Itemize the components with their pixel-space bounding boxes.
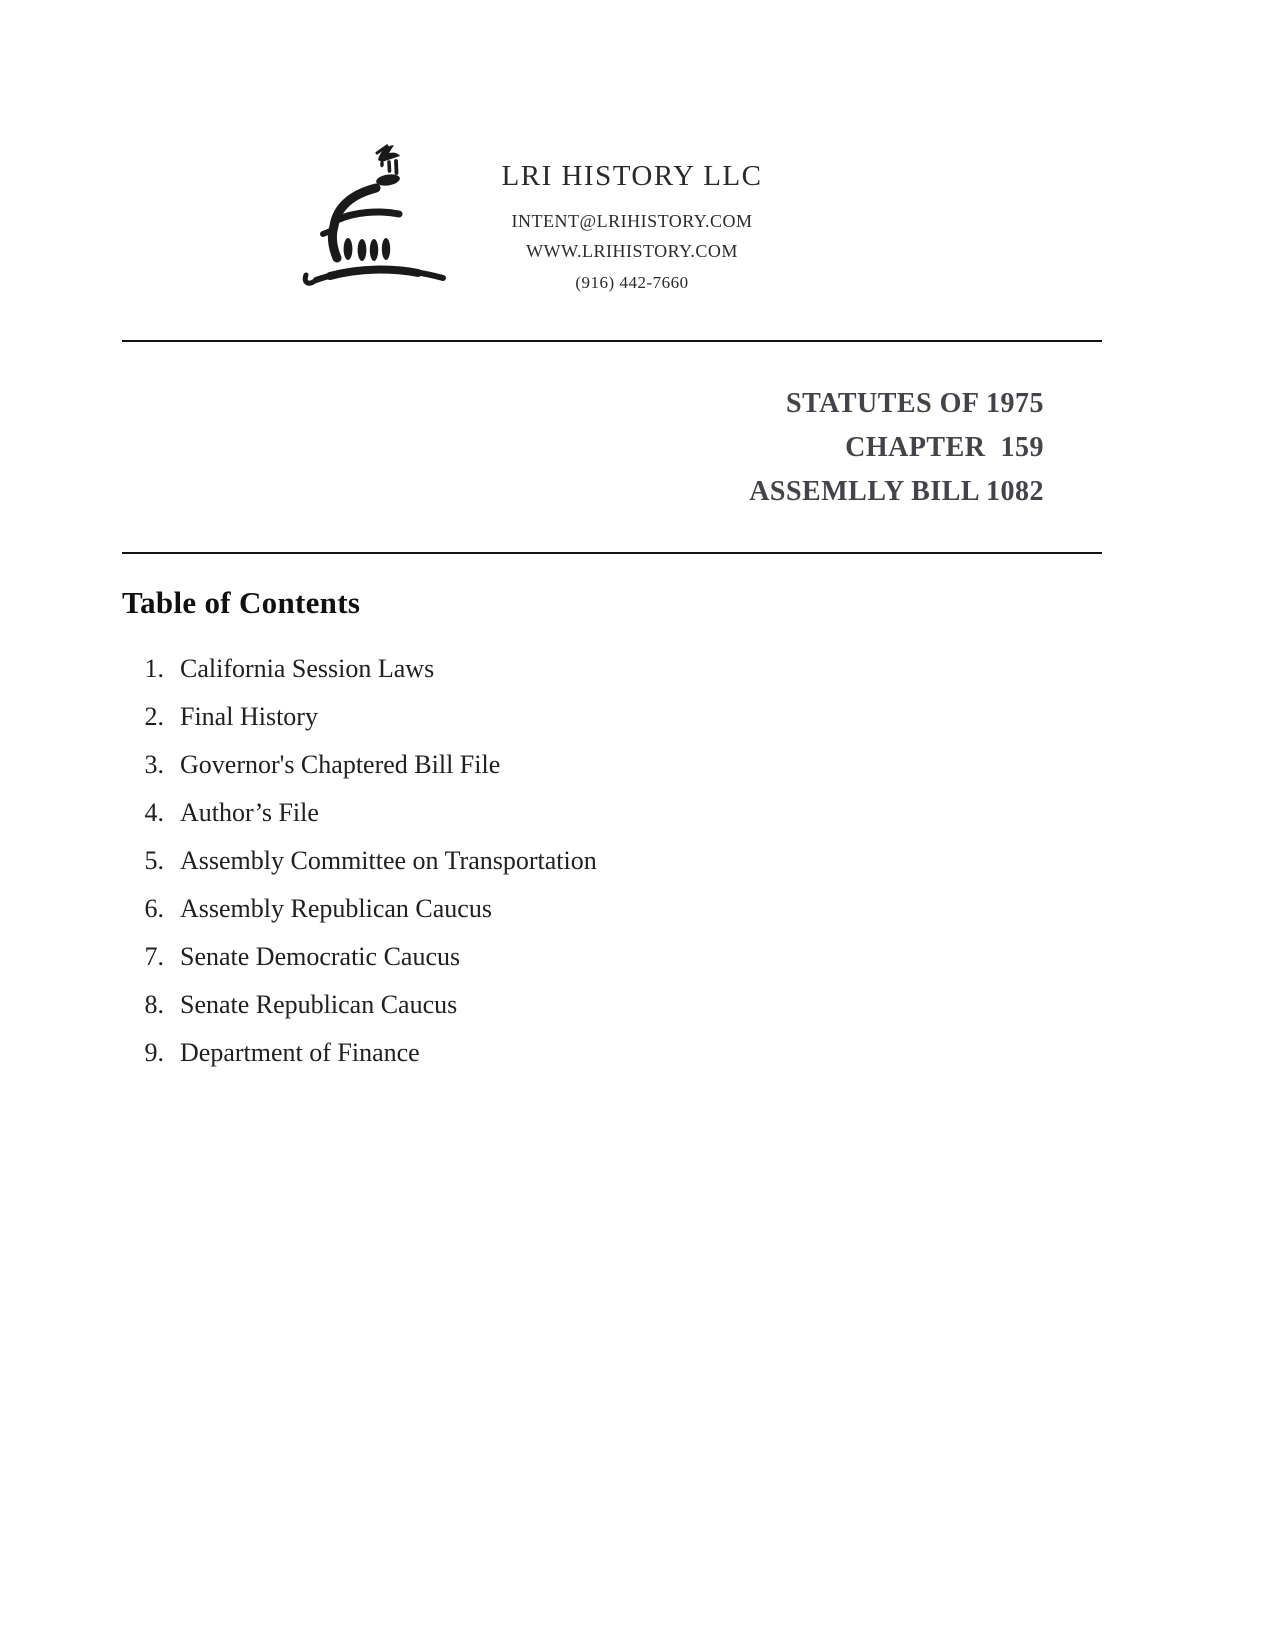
assembly-bill-line: ASSEMLLY BILL 1082 (749, 476, 1044, 507)
toc-item-number: 6. (144, 894, 164, 923)
toc-item-number: 3. (144, 750, 164, 779)
toc-item-number: 5. (144, 846, 164, 875)
toc-item (122, 885, 1022, 933)
toc-item-label: Department of Finance (180, 1038, 420, 1067)
company-phone: (916) 442-7660 (575, 273, 689, 292)
toc-item-label: Senate Democratic Caucus (180, 942, 461, 971)
chapter-number-line: CHAPTER 159 (845, 432, 1044, 463)
capitol-dome-sketch-icon (298, 140, 448, 295)
toc-item-number: 4. (144, 798, 164, 827)
toc-list (122, 645, 1022, 1077)
toc-item (122, 1029, 1022, 1077)
toc-item (122, 933, 1022, 981)
toc-item-label: Author’s File (180, 798, 319, 827)
toc-item-label: California Session Laws (180, 654, 435, 683)
toc-heading: Table of Contents (122, 585, 361, 620)
company-name: LRI HISTORY LLC (501, 160, 763, 192)
company-website: WWW.LRIHISTORY.COM (526, 241, 738, 261)
toc-item-number: 7. (144, 942, 164, 971)
toc-item-label: Governor's Chaptered Bill File (180, 750, 501, 779)
toc-item-number: 2. (144, 702, 164, 731)
company-email: INTENT@LRIHISTORY.COM (511, 211, 753, 231)
toc-item (122, 789, 1022, 837)
toc-item-number: 8. (144, 990, 164, 1019)
toc-item-label: Senate Republican Caucus (180, 990, 458, 1019)
statutes-year-line: STATUTES OF 1975 (786, 388, 1044, 419)
divider-line-bottom (122, 552, 1102, 554)
toc-item (122, 741, 1022, 789)
letterhead (432, 160, 832, 298)
toc-item-label: Assembly Republican Caucus (180, 894, 492, 923)
toc-item (122, 981, 1022, 1029)
toc-item-number: 9. (144, 1038, 164, 1067)
toc-item (122, 693, 1022, 741)
toc-item (122, 645, 1022, 693)
divider-line-top (122, 340, 1102, 342)
toc-item-label: Final History (180, 702, 318, 731)
toc-item (122, 837, 1022, 885)
statute-reference-block (122, 382, 1102, 514)
toc-item-label: Assembly Committee on Transportation (180, 846, 597, 875)
toc-item-number: 1. (144, 654, 164, 683)
